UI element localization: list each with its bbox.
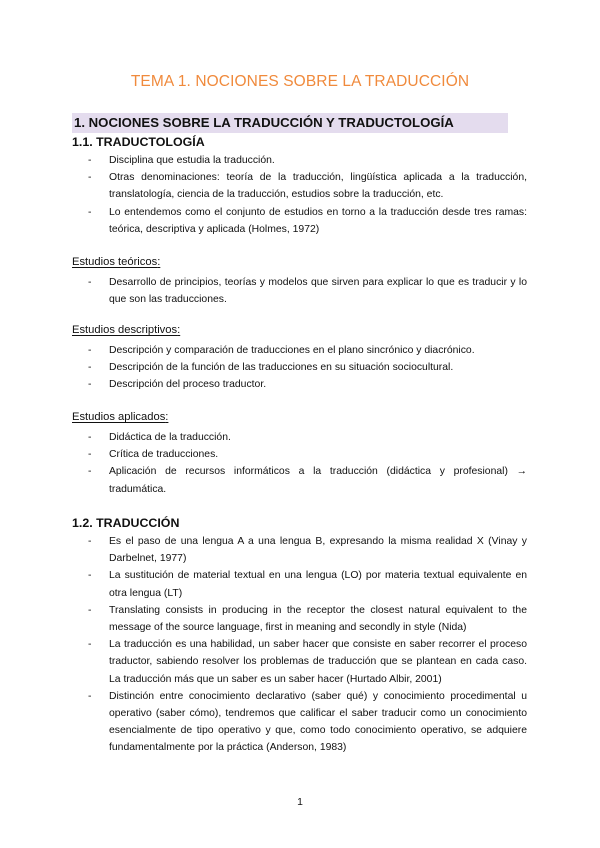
subsection-heading-traduccion: 1.2. TRADUCCIÓN <box>72 516 180 530</box>
list-item: - Es el paso de una lengua A a una lengua B, expresando la misma realidad X (Vinay y Darbelnet, 1977) <box>88 533 527 567</box>
page-number: 1 <box>297 797 303 808</box>
list-item: - Otras denominaciones: teoría de la traducción, lingüística aplicada a la traducción, translatología, ciencia de la traducción, estudios sobre la traducción, etc. <box>88 169 527 203</box>
estudios-aplicados-heading: Estudios aplicados: <box>72 411 169 423</box>
section-heading: 1. NOCIONES SOBRE LA TRADUCCIÓN Y TRADUCTOLOGÍA <box>72 113 508 133</box>
list-item: - Desarrollo de principios, teorías y modelos que sirven para explicar lo que es traducir y lo que son las traducciones. <box>88 274 527 308</box>
estudios-descriptivos-list <box>88 342 527 394</box>
list-item: - Disciplina que estudia la traducción. <box>88 152 527 169</box>
list-item: - Descripción de la función de las traducciones en su situación sociocultural. <box>88 359 527 376</box>
list-item: - Didáctica de la traducción. <box>88 429 527 446</box>
list-item: - Translating consists in producing in the receptor the closest natural equivalent to the message of the source language, first in meaning and secondly in style (Nida) <box>88 602 527 636</box>
estudios-aplicados-label: Estudios aplicados <box>72 411 166 423</box>
list-item: - Descripción y comparación de traducciones en el plano sincrónico y diacrónico. <box>88 342 527 359</box>
estudios-descriptivos-label: Estudios descriptivos <box>72 324 178 336</box>
traduccion-list <box>88 533 527 757</box>
estudios-aplicados-list <box>88 429 527 498</box>
list-item: - Lo entendemos como el conjunto de estudios en torno a la traducción desde tres ramas: teórica, descriptiva y aplicada (Holmes, 1972) <box>88 204 527 238</box>
page-title: TEMA 1. NOCIONES SOBRE LA TRADUCCIÓN <box>130 73 470 90</box>
list-item: - Crítica de traducciones. <box>88 446 527 463</box>
list-item: - Aplicación de recursos informáticos a la traducción (didáctica y profesional) → tradumática. <box>88 463 527 497</box>
traductologia-list <box>88 152 527 238</box>
estudios-teoricos-list <box>88 274 527 308</box>
list-item: - Descripción del proceso traductor. <box>88 376 527 393</box>
subsection-heading-traductologia: 1.1. TRADUCTOLOGÍA <box>72 135 205 149</box>
list-item: - La traducción es una habilidad, un saber hacer que consiste en saber recorrer el proceso traductor, sabiendo resolver los problemas de traducción que se plantean en cada caso. La traducción más que un saber es un saber hacer (Hurtado Albir, 2001) <box>88 636 527 688</box>
estudios-descriptivos-heading: Estudios descriptivos: <box>72 324 181 336</box>
list-item: - La sustitución de material textual en una lengua (LO) por materia textual equivalente en otra lengua (LT) <box>88 567 527 601</box>
estudios-teoricos-label: Estudios teóricos <box>72 256 158 268</box>
estudios-teoricos-heading: Estudios teóricos: <box>72 256 161 268</box>
list-item: - Distinción entre conocimiento declarativo (saber qué) y conocimiento procedimental u operativo (saber cómo), tendremos que calificar el saber traducir como un conocimiento esencialmente de tipo operativo y que, como todo conocimiento operativo, se adquiere fundamentalmente por la práctica (Anderson, 1983) <box>88 688 527 757</box>
